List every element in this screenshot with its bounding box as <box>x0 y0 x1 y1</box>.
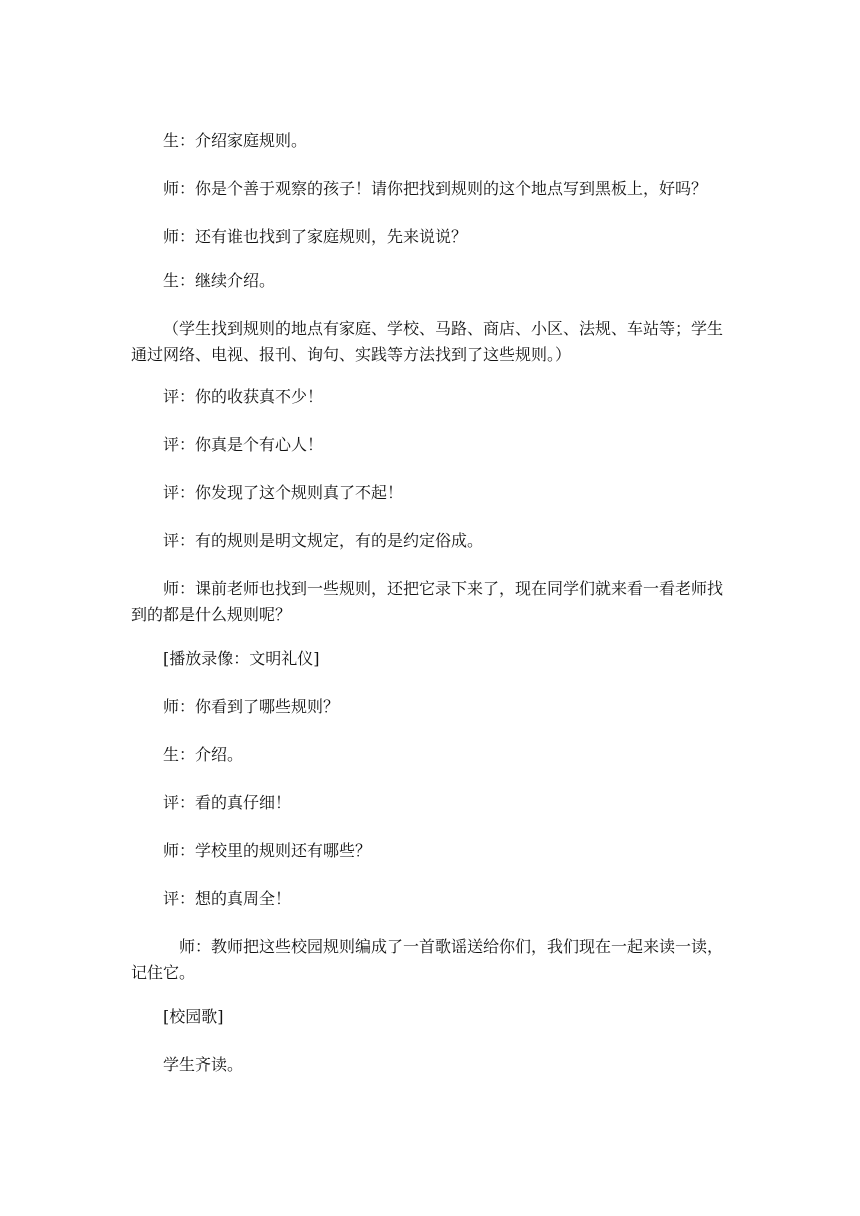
paragraph-8: 评：你发现了这个规则真了不起！ <box>163 483 404 502</box>
paragraph-5: （学生找到规则的地点有家庭、学校、马路、商店、小区、法规、车站等；学生通过网络、电视、报刊、询句、实践等方法找到了这些规则。） <box>131 319 724 364</box>
paragraph-1: 生：介绍家庭规则。 <box>163 131 308 150</box>
paragraph-19: 学生齐读。 <box>163 1055 244 1074</box>
paragraph-18: [校园歌] <box>163 1007 224 1026</box>
paragraph-9: 评：有的规则是明文规定，有的是约定俗成。 <box>163 531 484 550</box>
paragraph-14: 评：看的真仔细！ <box>163 793 292 812</box>
paragraph-15: 师：学校里的规则还有哪些？ <box>163 841 372 860</box>
paragraph-4: 生：继续介绍。 <box>163 271 276 290</box>
paragraph-3: 师：还有谁也找到了家庭规则，先来说说？ <box>163 227 468 246</box>
paragraph-17: 师：教师把这些校园规则编成了一首歌谣送给你们，我们现在一起来读一读，记住它。 <box>131 937 724 982</box>
paragraph-2: 师：你是个善于观察的孩子！请你把找到规则的这个地点写到黑板上，好吗？ <box>163 179 708 198</box>
paragraph-13: 生：介绍。 <box>163 745 244 764</box>
paragraph-12: 师：你看到了哪些规则？ <box>163 697 340 716</box>
paragraph-6: 评：你的收获真不少！ <box>163 387 324 406</box>
paragraph-16: 评：想的真周全！ <box>163 889 292 908</box>
paragraph-11: [播放录像：文明礼仪] <box>163 649 320 668</box>
paragraph-7: 评：你真是个有心人！ <box>163 435 324 454</box>
paragraph-10: 师：课前老师也找到一些规则，还把它录下来了，现在同学们就来看一看老师找到的都是什么规则呢？ <box>131 579 724 624</box>
